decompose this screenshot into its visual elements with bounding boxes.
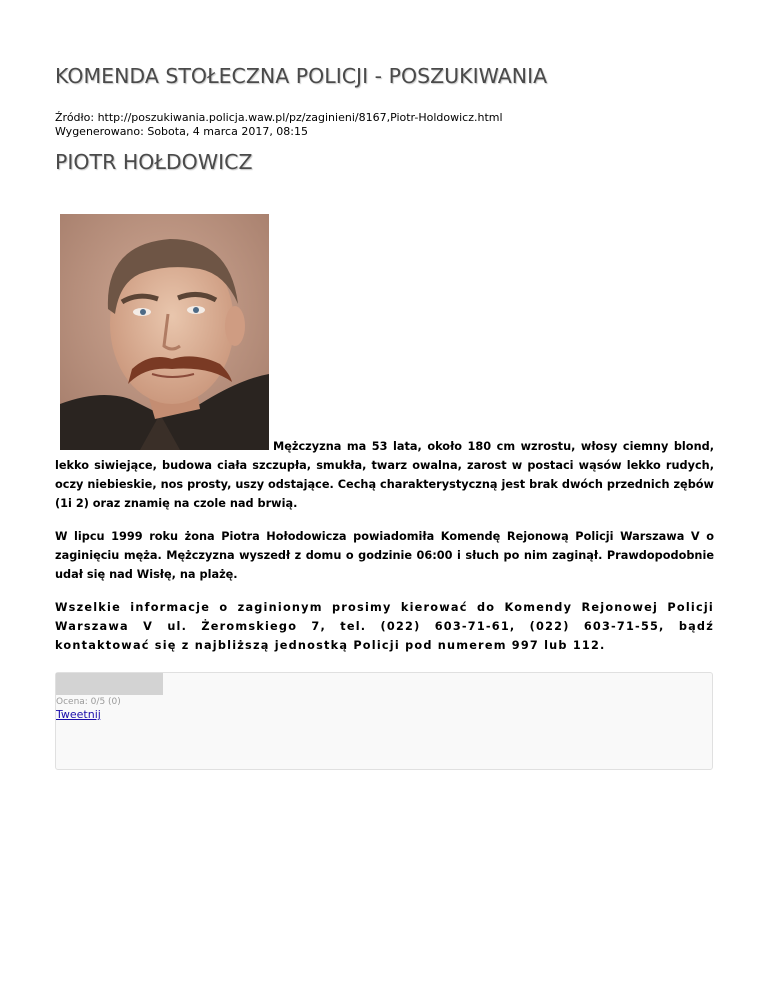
rating-box: [55, 672, 713, 770]
article-content: [55, 214, 714, 669]
generated-line: Wygenerowano: Sobota, 4 marca 2017, 08:15: [55, 125, 309, 138]
meta-info: [55, 111, 503, 139]
source-line: Źródło: http://poszukiwania.policja.waw.pl/pz/zaginieni/8167,Piotr-Holdowicz.html: [55, 111, 503, 124]
person-photo: [60, 214, 269, 450]
site-title: KOMENDA STOŁECZNA POLICJI - POSZUKIWANIA: [55, 64, 548, 88]
contact-paragraph: Wszelkie informacje o zaginionym prosimy kierować do Komendy Rejonowej Policji Warszawa V ul. Żeromskiego 7, tel. (022) 603-71-61, (022) 603-71-55, bądź kontaktować się z najbliższą jednostką Policji pod numerem 997 lub 112.: [55, 601, 714, 652]
person-name: PIOTR HOŁDOWICZ: [55, 150, 253, 174]
circumstances-paragraph: W lipcu 1999 roku żona Piotra Hołodowicza powiadomiła Komendę Rejonową Policji Warszawa V o zaginięciu męża. Mężczyzna wyszedł z domu o godzinie 06:00 i słuch po nim zaginął. Prawdopodobnie udał się nad Wisłę, na plażę.: [55, 530, 714, 581]
tweet-link[interactable]: Tweetnij: [56, 708, 101, 721]
rating-text: Ocena: 0/5 (0): [56, 697, 121, 707]
description-paragraph: Mężczyzna ma 53 lata, około 180 cm wzrostu, włosy ciemny blond, lekko siwiejące, budowa ciała szczupła, smukła, twarz owalna, zarost w postaci wąsów lekko rudych, oczy niebieskie, nos prosty, uszy odstające. Cechą charakterystyczną jest brak dwóch przednich zębów (1i 2) oraz znamię na czole nad brwią.: [55, 440, 714, 510]
rating-stars[interactable]: [56, 673, 163, 695]
